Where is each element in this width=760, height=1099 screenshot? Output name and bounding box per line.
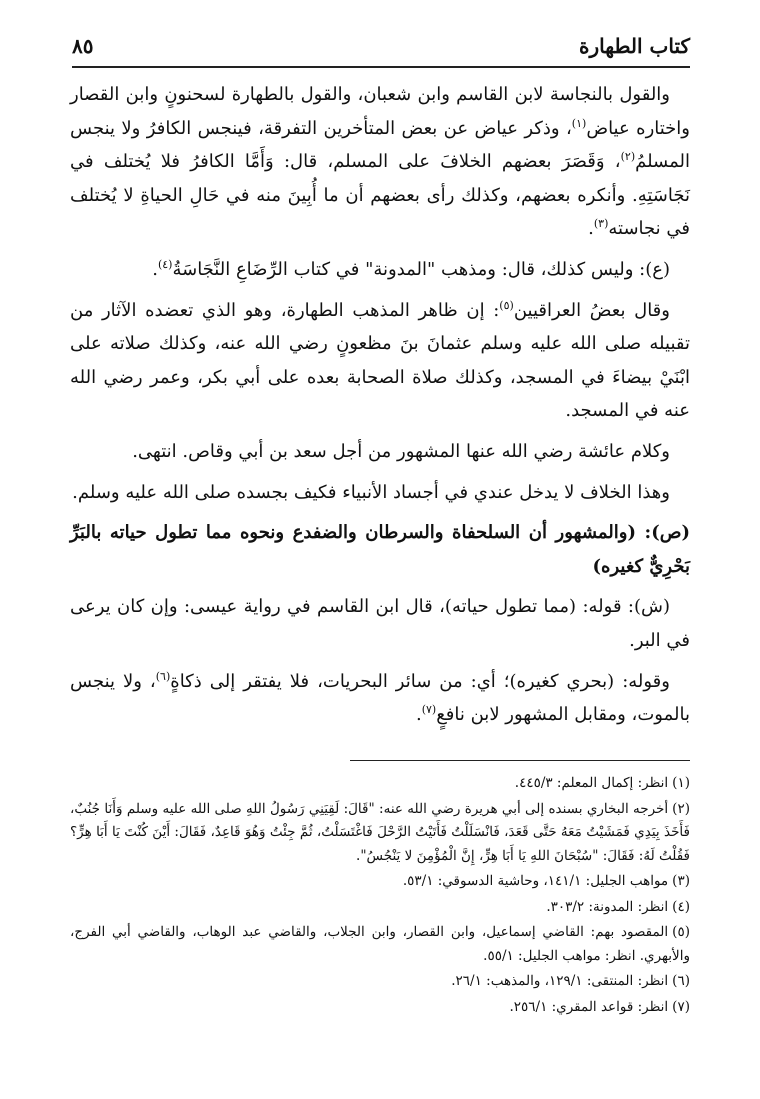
paragraph-text: (ع): وليس كذلك، قال: ومذهب "المدونة" في كتاب الرِّضَاعِ النَّجَاسَةُ	[172, 258, 670, 280]
footnote-text: أخرجه البخاري بسنده إلى أبي هريرة رضي الله عنه: "قَالَ: لَقِيَنِي رَسُولُ اللهِ صلى الله عليه وسلم وَأَنَا جُنُبٌ، فَأَخَذَ بِيَدِي فَمَشَيْتُ مَعَهُ حَتَّى قَعَدَ، فَانْسَلَلْتُ فَأَتَيْتُ الرَّحْلَ فَاغْتَسَلْتُ، ثُمَّ جِئْتُ وَهُوَ قَاعِدٌ، فَقَالَ: أَيْنَ كُنْتَ يَا أَبَا هِرٍّ؟ فَقُلْتُ لَهُ: فَقَالَ: "سُبْحَانَ اللهِ يَا أَبَا هِرٍّ، إِنَّ الْمُؤْمِنَ لا يَنْجُسُ".	[70, 800, 690, 864]
footnote-ref: (٧)	[421, 703, 437, 717]
footnote	[70, 798, 690, 869]
paragraph-text: وقوله: (بحري كغيره)؛ أي: من سائر البحريات، فلا يفتقر إلى ذكاةٍ	[170, 670, 670, 692]
paragraph-text: : إن ظاهر المذهب الطهارة، وهو الذي تعضده الآثار من تقبيله صلى الله عليه وسلم عثمانَ بنَ مظعونٍ رضي الله عنه، وكذلك صلاته على ابْنَيْ بيضاءَ في المسجد، وكذلك صلاة الصحابة بعده على أبي بكر، وعمر رضي الله عنه في المسجد.	[70, 299, 690, 422]
footnote-text: انظر: قواعد المقري: ٢٥٦/١.	[509, 998, 669, 1015]
footnote-number: (٦)	[672, 973, 690, 989]
paragraph-text: .	[588, 218, 594, 240]
paragraph	[70, 78, 690, 246]
paragraph-text: وهذا الخلاف لا يدخل عندي في أجساد الأنبياء فكيف بجسده صلى الله عليه وسلم.	[72, 481, 670, 503]
running-title: كتاب الطهارة	[579, 34, 690, 58]
paragraph-text: (ص): (والمشهور أن السلحفاة والسرطان والضفدع ونحوه مما تطول حياته بالبَرِّ بَحْرِيٌّ كغيره)	[70, 522, 690, 577]
footnote-ref: (٦)	[155, 669, 171, 683]
paragraph-text: والقول بالنجاسة لابن القاسم وابن شعبان، والقول بالطهارة لسحنونٍ وابن القصار واختاره عياض	[70, 84, 691, 139]
footnote-number: (٢)	[672, 800, 690, 817]
paragraph-text: ، وَقَصَرَ بعضهم الخلافَ على المسلم، قال: وَأَمَّا الكافرُ فلا يُختلف في نَجَاسَتِهِ. وأنكره بعضهم، وكذلك رأى بعضهم أن ما أُبِينَ منه في حَالِ الحياةِ لا يُختلف في نجاسته	[70, 151, 690, 240]
footnote-number: (٥)	[672, 924, 690, 940]
paragraph	[70, 590, 690, 657]
footnotes	[70, 772, 690, 1021]
footnote	[70, 870, 690, 894]
paragraph-text: ، ولا ينجس بالموت، ومقابل المشهور لابن نافعٍ	[70, 670, 690, 726]
footnote-number: (٤)	[672, 898, 690, 915]
paragraph-text: وكلام عائشة رضي الله عنها المشهور من أجل سعد بن أبي وقاص. انتهى.	[132, 440, 670, 462]
footnote	[70, 970, 690, 994]
footnote-text: مواهب الجليل: ١٤١/١، وحاشية الدسوقي: ٥٣/١.	[402, 873, 669, 889]
footnote-ref: (٢)	[620, 150, 636, 164]
paragraph	[70, 253, 690, 287]
footnote-number: (٣)	[672, 873, 690, 889]
paragraph-text: وقال بعضُ العراقيين	[513, 299, 670, 321]
paragraph	[70, 476, 690, 510]
footnote-text: انظر: المنتقى: ١٢٩/١، والمذهب: ٢٦/١.	[451, 973, 669, 989]
paragraph	[70, 665, 690, 732]
footnote	[70, 896, 690, 920]
paragraph-text: (ش): قوله: (مما تطول حياته)، قال ابن القاسم في رواية عيسى: وإن كان يرعى في البر.	[70, 596, 690, 651]
paragraph-text: .	[152, 258, 158, 280]
footnote-ref: (٣)	[593, 217, 609, 231]
footnote-ref: (٥)	[499, 298, 514, 312]
paragraph-text: ، وذكر عياض عن بعض المتأخرين التفرقة، فينجس الكافرُ ولا ينجس المسلمُ	[70, 117, 690, 173]
footnote	[70, 772, 690, 796]
page-header	[72, 30, 690, 68]
footnote-separator	[350, 760, 690, 761]
footnote	[70, 996, 690, 1020]
footnote-ref: (٤)	[157, 257, 173, 271]
footnote-text: المقصود بهم: القاضي إسماعيل، وابن القصار، وابن الجلاب، والقاضي عبد الوهاب، والقاضي أبي الفرج، والأبهري. انظر: مواهب الجليل: ٥٥/١.	[70, 924, 690, 964]
paragraph	[70, 516, 690, 583]
footnote-number: (١)	[672, 775, 690, 791]
footnote-number: (٧)	[672, 998, 690, 1015]
footnote-text: انظر: المدونة: ٣٠٣/٢.	[546, 898, 669, 915]
paragraph-text: .	[415, 704, 422, 726]
footnote	[70, 921, 690, 968]
main-text	[70, 78, 690, 739]
footnote-ref: (١)	[571, 116, 587, 130]
page-number: ٨٥	[72, 34, 94, 58]
footnote-text: انظر: إكمال المعلم: ٤٤٥/٣.	[514, 775, 669, 791]
paragraph	[70, 435, 690, 469]
paragraph	[70, 294, 690, 428]
